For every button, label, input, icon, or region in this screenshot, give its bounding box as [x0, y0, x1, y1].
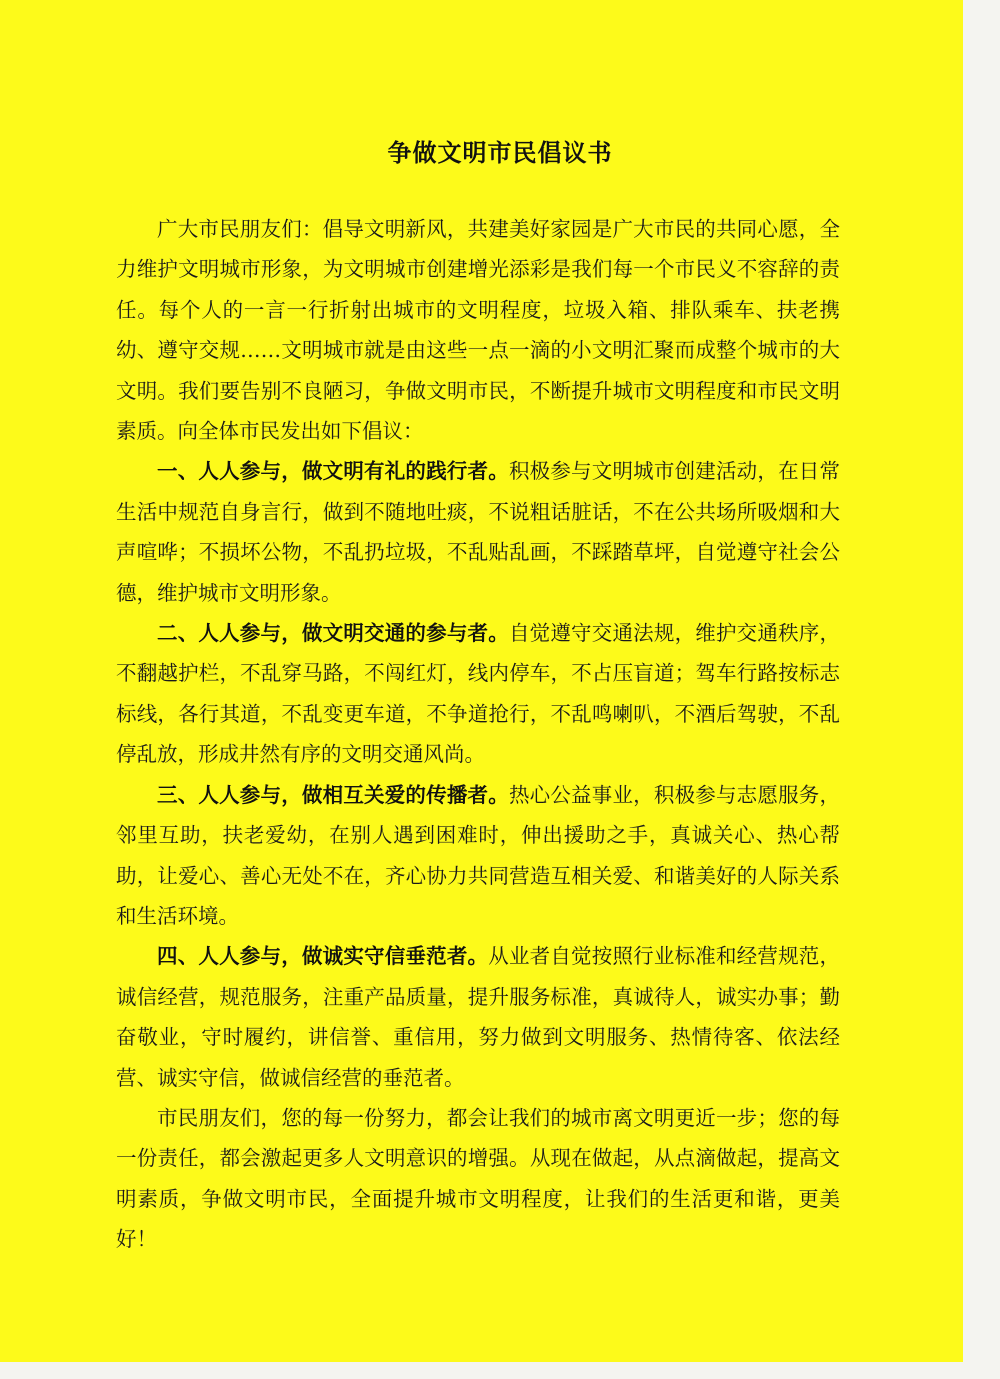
section-paragraph: [116, 936, 840, 1098]
document-body: [116, 209, 840, 1260]
closing-paragraph: 市民朋友们，您的每一份努力，都会让我们的城市离文明更近一步；您的每一份责任，都会激起更多人文明意识的增强。从现在做起，从点滴做起，提高文明素质，争做文明市民，全面提升城市文明程度，让我们的生活更和谐，更美好！: [116, 1105, 840, 1252]
section-text: 热心公益事业，积极参与志愿服务，邻里互助，扶老爱幼，在别人遇到困难时，伸出援助之手，真诚关心、热心帮助，让爱心、善心无处不在，齐心协力共同营造互相关爱、和谐美好的人际关系和生活环境。: [116, 782, 840, 928]
page-margin-right: [963, 0, 1000, 1379]
section-heading: 三、人人参与，做相互关爱的传播者。: [157, 782, 509, 807]
section-heading: 一、人人参与，做文明有礼的践行者。: [157, 459, 509, 484]
section-heading: 二、人人参与，做文明交通的参与者。: [157, 621, 509, 646]
section-paragraph: [116, 775, 840, 937]
section-paragraph: [116, 613, 840, 775]
section-text: 从业者自觉按照行业标准和经营规范，诚信经营，规范服务，注重产品质量，提升服务标准，真诚待人，诚实办事；勤奋敬业，守时履约，讲信誉、重信用，努力做到文明服务、热情待客、依法经营、诚实守信，做诚信经营的垂范者。: [116, 944, 840, 1090]
page-margin-bottom: [0, 1362, 963, 1379]
section-paragraph: [116, 451, 840, 613]
section-text: 自觉遵守交通法规，维护交通秩序，不翻越护栏，不乱穿马路，不闯红灯，线内停车，不占压盲道；驾车行路按标志标线，各行其道，不乱变更车道，不争道抢行，不乱鸣喇叭，不酒后驾驶，不乱停乱放，形成井然有序的文明交通风尚。: [116, 621, 840, 767]
document-title: 争做文明市民倡议书: [387, 138, 613, 167]
intro-paragraph: 广大市民朋友们：倡导文明新风，共建美好家园是广大市民的共同心愿，全力维护文明城市形象，为文明城市创建增光添彩是我们每一个市民义不容辞的责任。每个人的一言一行折射出城市的文明程度，垃圾入箱、排队乘车、扶老携幼、遵守交规……文明城市就是由这些一点一滴的小文明汇聚而成整个城市的大文明。我们要告别不良陋习，争做文明市民，不断提升城市文明程度和市民文明素质。向全体市民发出如下倡议：: [116, 217, 840, 444]
section-text: 积极参与文明城市创建活动，在日常生活中规范自身言行，做到不随地吐痰，不说粗话脏话，不在公共场所吸烟和大声喧哗；不损坏公物，不乱扔垃圾，不乱贴乱画，不踩踏草坪，自觉遵守社会公德，维护城市文明形象。: [116, 459, 840, 605]
section-heading: 四、人人参与，做诚实守信垂范者。: [157, 944, 489, 969]
